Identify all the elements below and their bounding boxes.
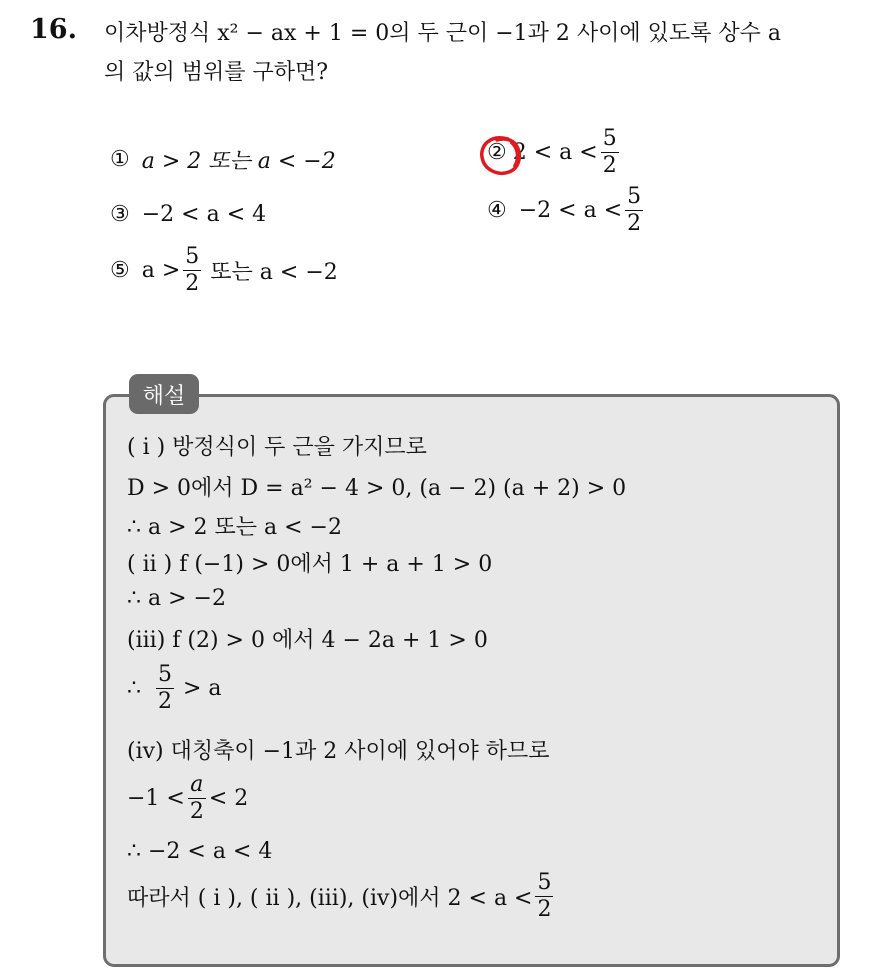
solution-line-11 xyxy=(127,872,556,921)
solution-line-7-rest: > a xyxy=(183,676,222,701)
option-2-denominator: 2 xyxy=(602,153,617,178)
solution-line-11-denominator: 2 xyxy=(537,897,552,922)
option-5-text: a > xyxy=(141,258,181,283)
solution-line-7-denominator: 2 xyxy=(158,689,172,714)
solution-line-3: ∴ a > 2 또는 a < −2 xyxy=(127,515,342,540)
option-5-fraction xyxy=(183,246,201,295)
solution-line-2: D > 0에서 D = a² − 4 > 0, (a − 2) (a + 2) > 0 xyxy=(127,476,627,501)
option-4-denominator: 2 xyxy=(627,211,642,236)
solution-line-6: (iii) f (2) > 0 에서 4 − 2a + 1 > 0 xyxy=(127,628,488,653)
option-3[interactable] xyxy=(110,202,266,227)
solution-line-9-numerator: a xyxy=(190,772,204,797)
question-stem-line2: 의 값의 범위를 구하면? xyxy=(104,60,329,85)
solution-line-9 xyxy=(127,774,248,823)
option-1-number: ① xyxy=(110,147,130,172)
solution-line-5: ∴ a > −2 xyxy=(127,586,226,611)
solution-line-11-text: 따라서 ( i ), ( ii ), (iii), (iv)에서 2 < a < xyxy=(127,886,533,911)
solution-line-9-fraction xyxy=(188,774,206,823)
option-5-suffix: 또는 a < −2 xyxy=(210,260,338,285)
answer-circle-mark xyxy=(478,134,524,178)
option-4-text: −2 < a < xyxy=(518,198,623,223)
option-5-number: ⑤ xyxy=(110,258,130,283)
option-5-denominator: 2 xyxy=(185,271,200,296)
therefore-sign: ∴ xyxy=(127,676,141,701)
question-stem-line1: 이차방정식 x² − ax + 1 = 0의 두 근이 −1과 2 사이에 있도록 상수 a xyxy=(104,21,782,46)
solution-line-10: ∴ −2 < a < 4 xyxy=(127,839,273,864)
option-3-text: −2 < a < 4 xyxy=(141,202,267,227)
solution-line-11-numerator: 5 xyxy=(537,870,552,895)
option-1[interactable] xyxy=(110,144,336,175)
option-5-numerator: 5 xyxy=(185,244,200,269)
question-number: 16. xyxy=(30,14,77,45)
option-2-numerator: 5 xyxy=(602,126,617,151)
option-2-number: ② xyxy=(487,140,507,165)
solution-line-7-numerator: 5 xyxy=(158,662,172,687)
solution-line-7-fraction xyxy=(156,664,174,713)
option-4-fraction xyxy=(625,186,643,235)
option-2-text: 2 < a < xyxy=(512,140,598,165)
option-1-text: a > 2 또는 a < −2 xyxy=(141,149,336,174)
option-4-numerator: 5 xyxy=(627,184,642,209)
option-4-number: ④ xyxy=(487,198,507,223)
solution-line-11-fraction xyxy=(535,872,553,921)
solution-line-7 xyxy=(127,664,222,713)
solution-line-9-right: < 2 xyxy=(208,786,249,811)
solution-line-4: ( ii ) f (−1) > 0에서 1 + a + 1 > 0 xyxy=(127,552,493,577)
solution-tag: 해설 xyxy=(129,374,199,414)
option-2-fraction xyxy=(601,128,619,177)
option-3-number: ③ xyxy=(110,202,130,227)
solution-line-8: (iv) 대칭축이 −1과 2 사이에 있어야 하므로 xyxy=(127,739,550,764)
option-4[interactable] xyxy=(487,186,646,235)
solution-line-9-denominator: 2 xyxy=(189,799,204,824)
solution-line-1: ( i ) 방정식이 두 근을 가지므로 xyxy=(127,435,427,460)
option-5[interactable] xyxy=(110,246,338,295)
solution-line-9-left: −1 < xyxy=(127,786,185,811)
